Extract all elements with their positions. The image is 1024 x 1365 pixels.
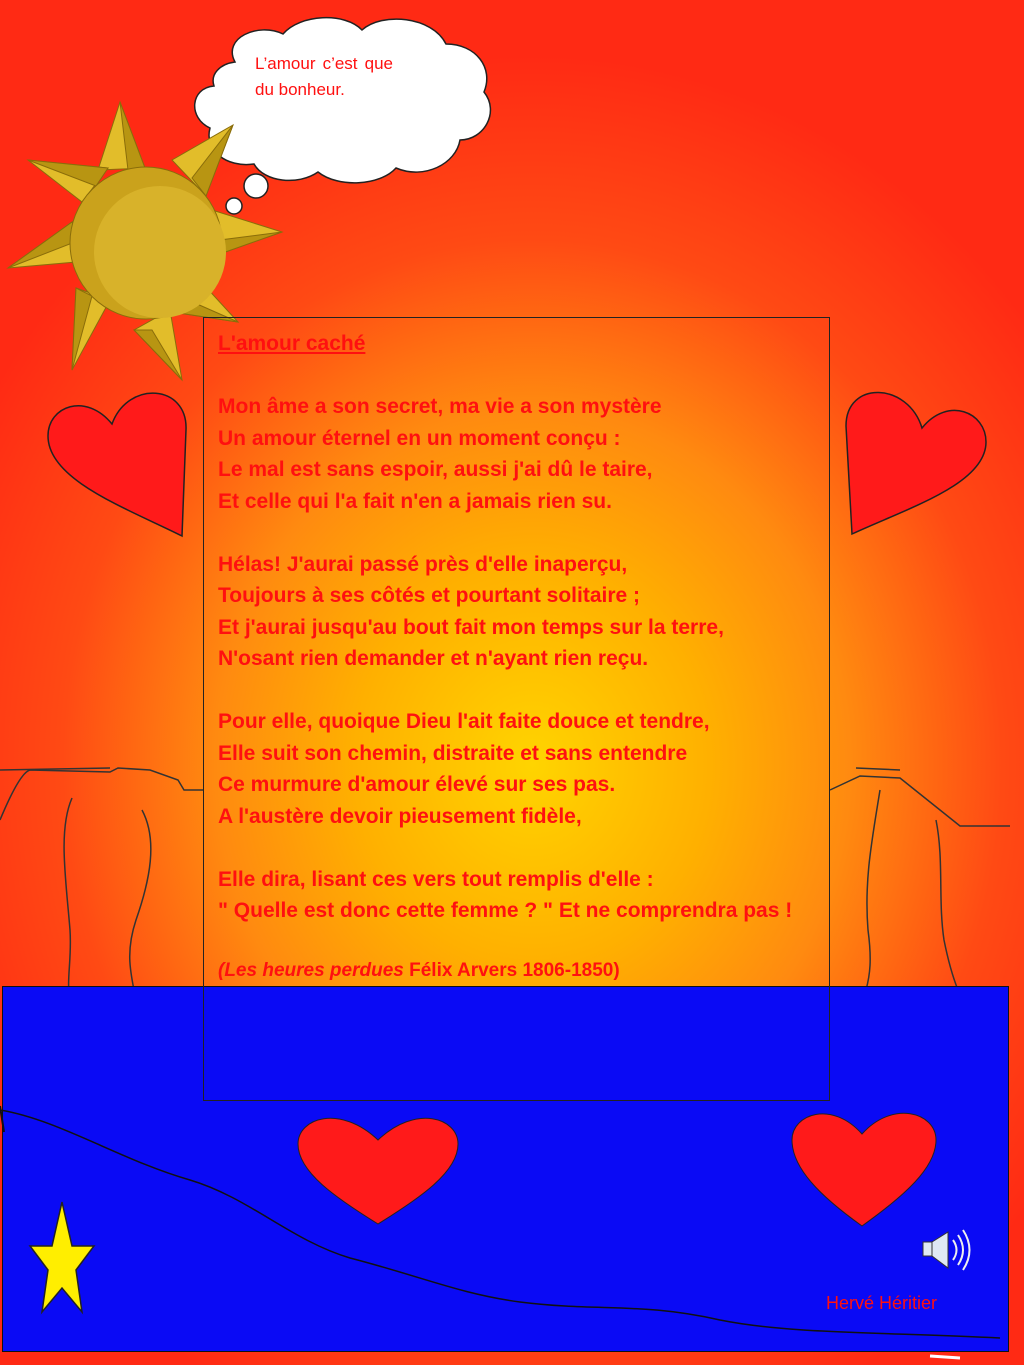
poem-line: Elle suit son chemin, distraite et sans entendre — [218, 741, 688, 765]
heart-left-icon — [48, 393, 186, 536]
poem-line: Un amour éternel en un moment conçu : — [218, 426, 621, 450]
poem-line: " Quelle est donc cette femme ? " Et ne comprendra pas ! — [218, 899, 793, 922]
poem-line: Et j'aurai jusqu'au bout fait mon temps sur la terre, — [218, 615, 724, 639]
poem-box — [203, 317, 830, 1101]
poem-source-work: (Les heures perdues — [218, 959, 404, 981]
slide-author: Hervé Héritier — [826, 1293, 938, 1313]
poem-line: Et celle qui l'a fait n'en a jamais rien su. — [218, 489, 612, 513]
thought-bubble-text: L’amour c’est que du bonheur. — [255, 54, 393, 99]
thought-bubble-icon — [195, 18, 491, 214]
poem-line: Mon âme a son secret, ma vie a son mystère — [218, 395, 662, 418]
poem-line: A l'austère devoir pieusement fidèle, — [218, 804, 582, 828]
poem-line: Ce murmure d'amour élevé sur ses pas. — [218, 773, 616, 796]
poem-source-author: Félix Arvers 1806-1850) — [403, 959, 620, 981]
poem-line: Toujours à ses côtés et pourtant solitaire ; — [218, 584, 641, 607]
poem-line: Pour elle, quoique Dieu l'ait faite douce et tendre, — [218, 710, 710, 733]
poem-line: N'osant rien demander et n'ayant rien reçu. — [218, 647, 649, 670]
poem-source — [218, 955, 815, 987]
heart-right-icon — [846, 392, 986, 534]
poem-title: L'amour caché — [218, 332, 366, 355]
poem-line: Hélas! J'aurai passé près d'elle inaperçu, — [218, 552, 628, 576]
poem-line: Elle dira, lisant ces vers tout remplis d'elle : — [218, 867, 654, 891]
poem-line: Le mal est sans espoir, aussi j'ai dû le taire, — [218, 458, 653, 481]
